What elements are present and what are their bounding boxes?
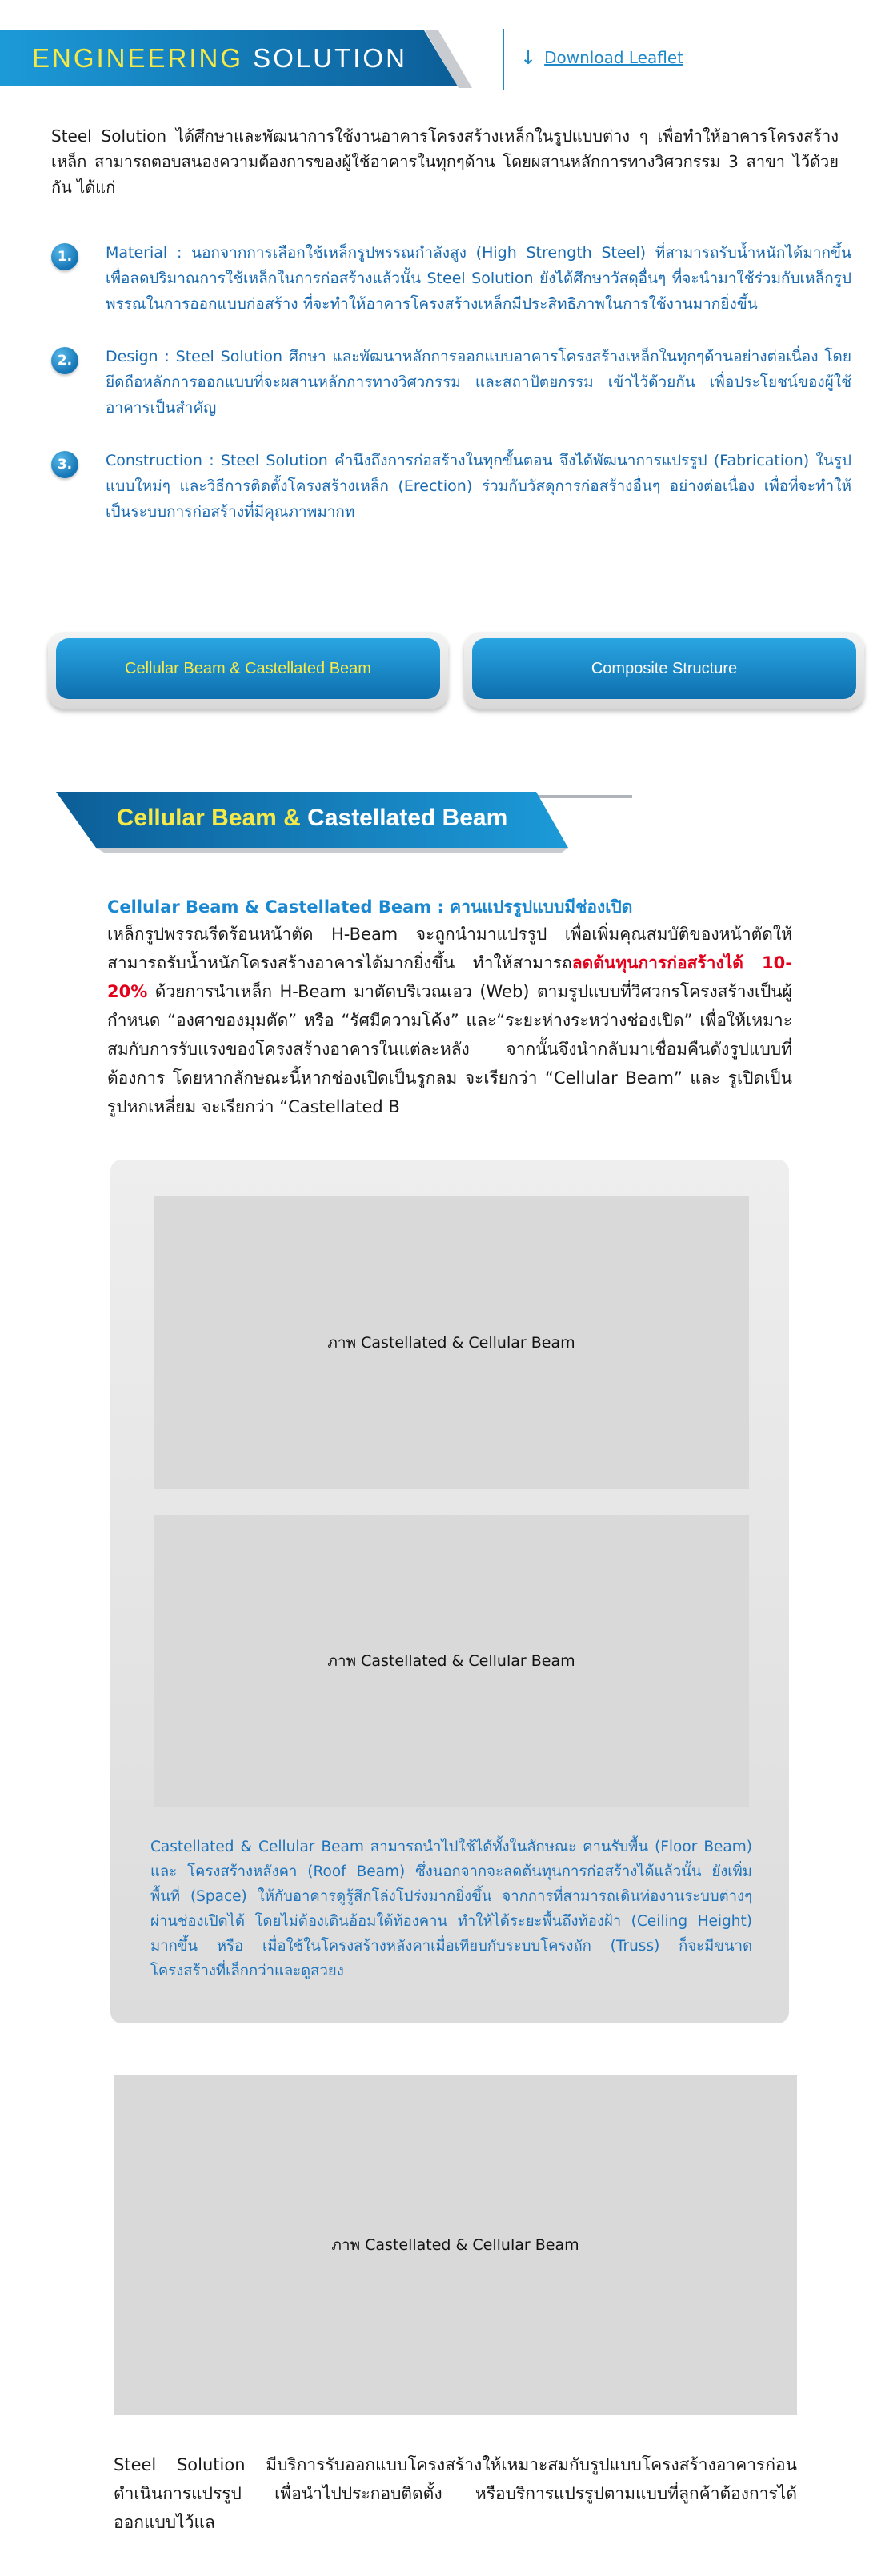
section-body <box>107 920 792 1121</box>
section-title-rest: Castellated Beam <box>307 805 508 831</box>
number-badge: 3. <box>51 451 78 478</box>
body-text-start: เหล็กรูปพรรณรีดร้อนหน้าตัด H-Beam จะถูกนำมาแปรรูป เพื่อเพิ่มคุณสมบัติของหน้าตัดให้สามารถรับน้ำหนักโครงสร้างอาคารได้มากยิ่งขึ้น ทำให้สามารถ <box>107 925 792 972</box>
list-item-text: Material : นอกจากการเลือกใช้เหล็กรูปพรรณกำลังสูง (High Strength Steel) ที่สามารถรับน้ำหนักได้มากขึ้น เพื่อลดปริมาณการใช้เหล็กในการก่อสร้างแล้วนั้น Steel Solution ยังได้ศึกษาวัสดุอื่นๆ ที่จะนำมาใช้ร่วมกับเหล็กรูปพรรณในการออกแบบก่อสร้าง ที่จะทำให้อาคารโครงสร้างเหล็กมีประสิทธิภาพในการใช้งานมากยิ่งขึ้น <box>106 244 851 313</box>
list-item <box>51 448 851 525</box>
title-highlight: ENGINEERING <box>32 43 244 73</box>
page-header <box>0 29 889 90</box>
download-leaflet-link[interactable] <box>520 48 683 67</box>
composite-structure-button-frame <box>464 632 864 709</box>
image-placeholder <box>114 2075 797 2415</box>
page-title <box>32 43 407 74</box>
panel-description: Castellated & Cellular Beam สามารถนำไปใช้ได้ทั้งในลักษณะ คานรับพื้น (Floor Beam) และ โครงสร้างหลังคา (Roof Beam) ซึ่งนอกจากจะลดต้นทุนการก่อสร้างได้แล้วนั้น ยังเพิ่มพื้นที่ (Space) ให้กับอาคารดูรู้สึกโล่งโปร่งมากยิ่งขึ้น จากการที่สามารถเดินท่องานระบบต่างๆ ผ่านช่องเปิดได้ โดยไม่ต้องเดินอ้อมใต้ท้องคาน ทำให้ได้ระยะพื้นถึงท้องฝ้า (Ceiling Height) มากขึ้น หรือ เมื่อใช้ในโครงสร้างหลังคาเมื่อเทียบกับระบบโครงถัก (Truss) ก็จะมีขนาดโครงสร้างที่เล็กกว่าและดูสวยง <box>150 1839 752 1979</box>
download-leaflet-label: Download Leaflet <box>544 48 683 67</box>
arrow-down-icon: ↓ <box>520 46 537 69</box>
service-paragraph: Steel Solution มีบริการรับออกแบบโครงสร้างให้เหมาะสมกับรูปแบบโครงสร้างอาคารก่อนดำเนินการแปรรูป เพื่อนำไปประกอบติดตั้ง หรือบริการแปรรูปตามแบบที่ลูกค้าต้องการได้ออกแบบไว้แล <box>114 2455 797 2532</box>
section-subtitle: Cellular Beam & Castellated Beam : คานแปรรูปแบบมีช่องเปิด <box>107 897 633 917</box>
number-badge: 2. <box>51 347 78 374</box>
section-title-highlight: Cellular Beam & <box>116 805 301 831</box>
header-divider <box>503 29 504 90</box>
image-caption: ภาพ Castellated & Cellular Beam <box>331 2236 579 2254</box>
intro-paragraph: Steel Solution ได้ศึกษาและพัฒนาการใช้งานอาคารโครงสร้างเหล็กในรูปแบบต่าง ๆ เพื่อทำให้อาคารโครงสร้างเหล็ก สามารถตอบสนองความต้องการของผู้ใช้อาคารในทุกๆด้าน โดยผสานหลักการทางวิศวกรรม 3 สาขา ไว้ด้วยกัน ได้แก่ <box>51 126 839 197</box>
list-item-text: Design : Steel Solution ศึกษา และพัฒนาหลักการออกแบบอาคารโครงสร้างเหล็กในทุกๆด้านอย่างต่อเนื่อง โดยยึดถือหลักการออกแบบที่จะผสานหลักการทางวิศวกรรม และสถาปัตยกรรม เข้าไว้ด้วยกัน เพื่อประโยชน์ของผู้ใช้อาคารเป็นสำคัญ <box>106 348 851 417</box>
list-item <box>51 344 851 421</box>
engineering-solution-banner <box>0 30 472 88</box>
image-caption: ภาพ Castellated & Cellular Beam <box>327 1334 575 1352</box>
list-item <box>51 240 851 317</box>
number-badge: 1. <box>51 243 78 270</box>
body-text-end: ด้วยการนำเหล็ก H-Beam มาตัดบริเวณเอว (Web) ตามรูปแบบที่วิศวกรโครงสร้างเป็นผู้กำหนด “องศาของมุมตัด” หรือ “รัศมีความโค้ง” และ“ระยะห่างระหว่างช่องเปิด” เพื่อให้เหมาะสมกับการรับแรงของโครงสร้างอาคารในแต่ละหลัง จากนั้นจึงนำกลับมาเชื่อมคืนดังรูปแบบที่ต้องการ โดยหากลักษณะนี้หากช่องเปิดเป็นรูกลม จะเรียกว่า “Cellular Beam” และ รูเปิดเป็นรูปหกเหลี่ยม จะเรียกว่า “Castellated B <box>107 982 792 1116</box>
cellular-beam-button-frame <box>48 632 448 709</box>
title-rest: SOLUTION <box>253 43 407 73</box>
section-title-banner <box>56 792 632 856</box>
cost-saving-highlight: ลดต้นทุนการก่อสร้างได้ 10-20% <box>107 953 792 1001</box>
section-title <box>56 805 568 832</box>
composite-structure-button[interactable]: Composite Structure <box>472 638 856 699</box>
image-placeholder <box>154 1515 749 1807</box>
cellular-beam-button[interactable]: Cellular Beam & Castellated Beam <box>56 638 440 699</box>
image-placeholder <box>154 1196 749 1489</box>
list-item-text: Construction : Steel Solution คำนึงถึงการก่อสร้างในทุกขั้นตอน จึงได้พัฒนาการแปรรูป (Fabrication) ในรูปแบบใหม่ๆ และวิธีการติดตั้งโครงสร้างเหล็ก (Erection) ร่วมกับวัสดุการก่อสร้างอื่นๆ อย่างต่อเนื่อง เพื่อที่จะทำให้เป็นระบบการก่อสร้างที่มีคุณภาพมากท <box>106 452 851 521</box>
image-caption: ภาพ Castellated & Cellular Beam <box>327 1652 575 1670</box>
principles-list <box>51 240 851 552</box>
beam-info-panel <box>110 1160 789 2023</box>
